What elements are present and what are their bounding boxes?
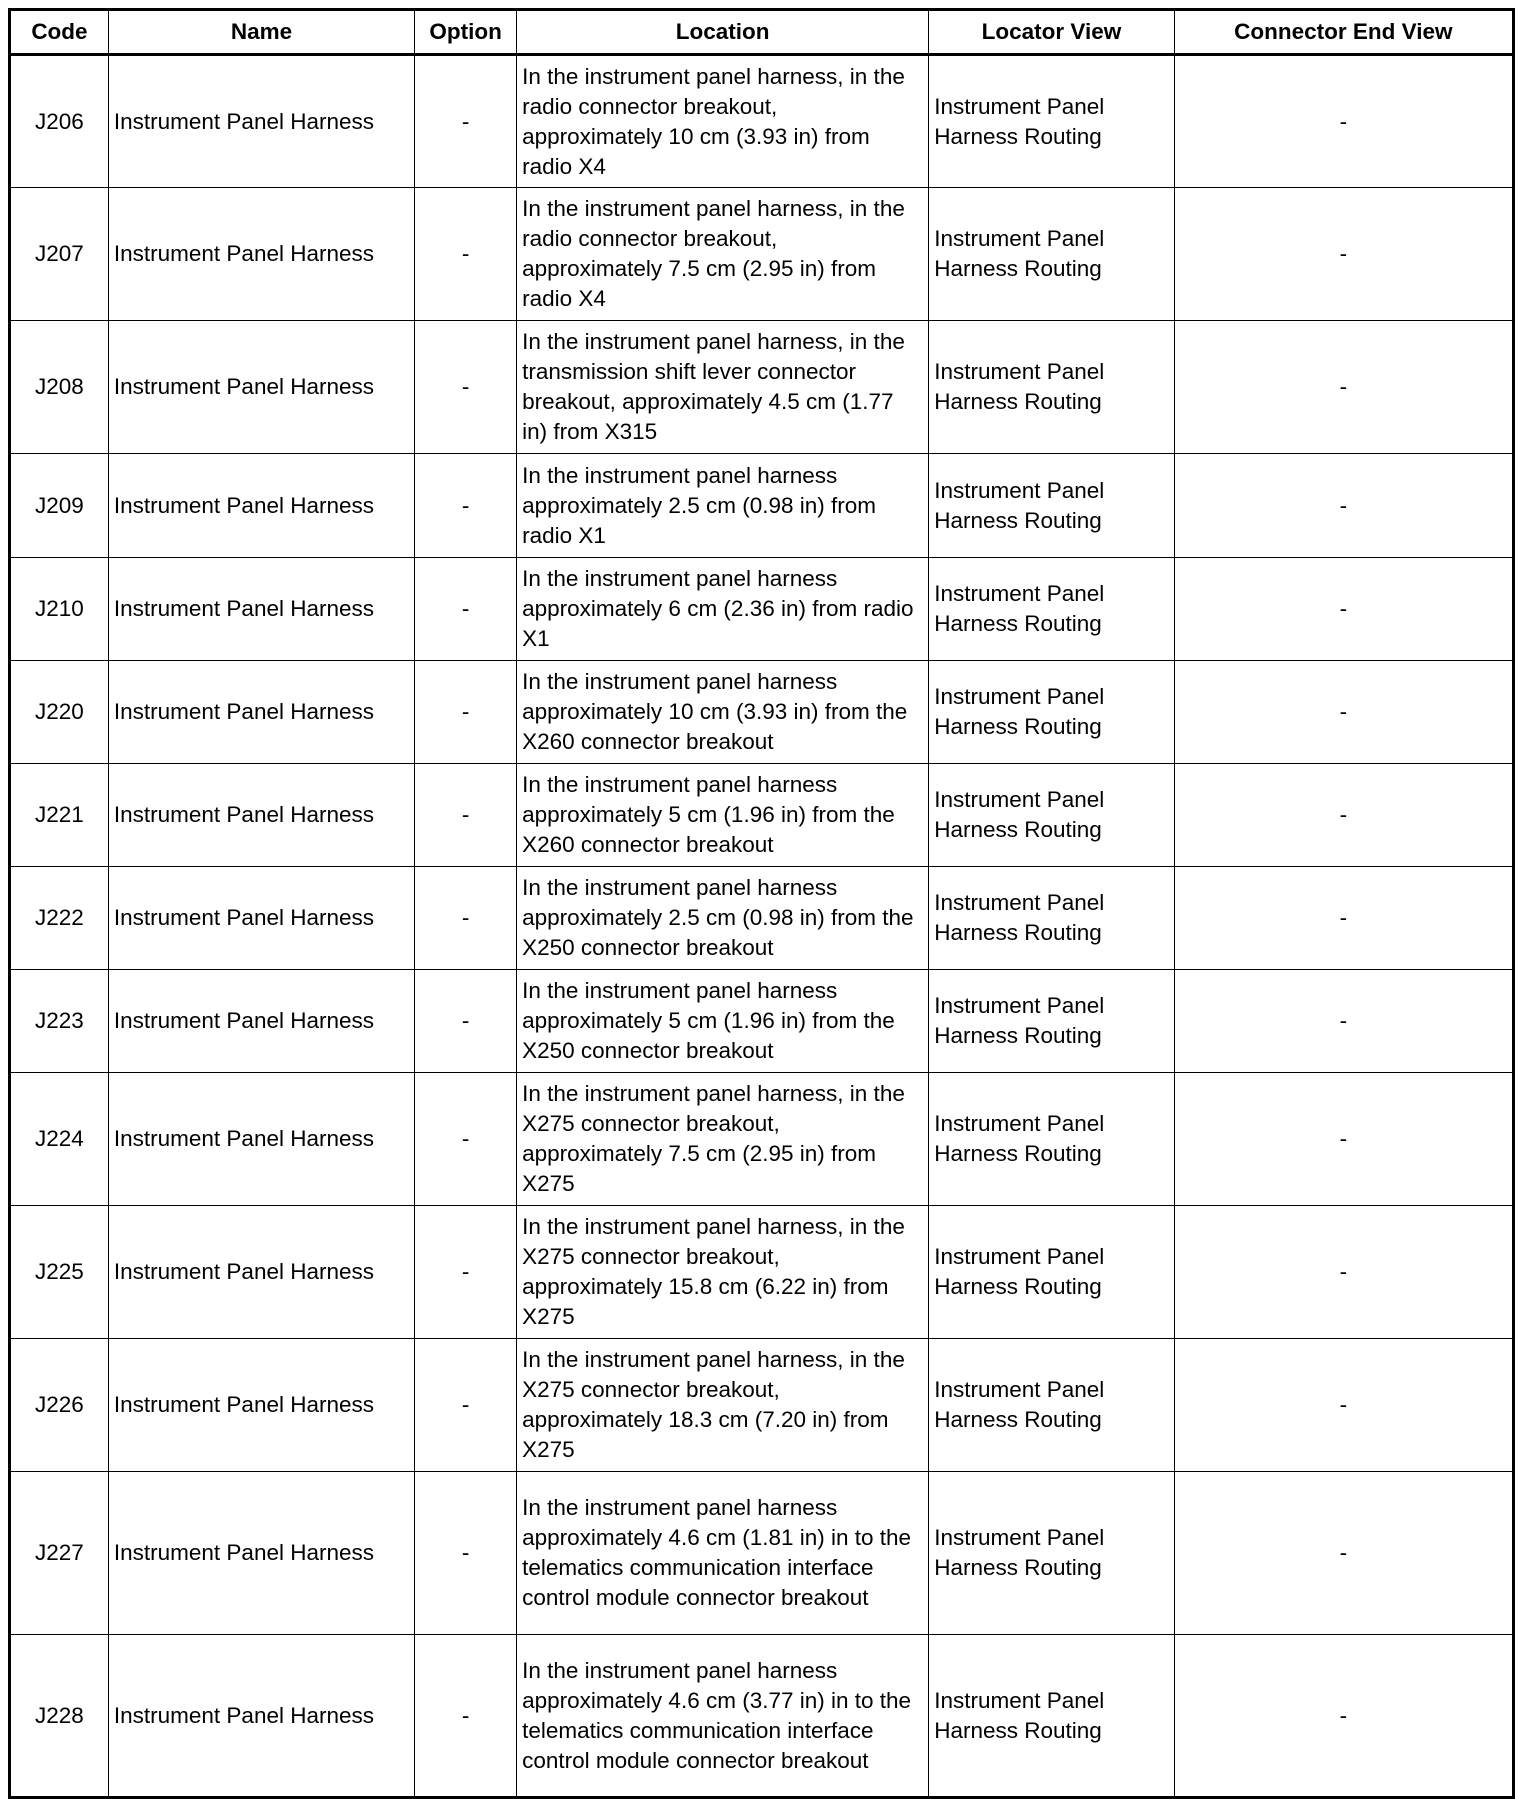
locator-view-cell: Instrument Panel Harness Routing [929,55,1175,188]
connector-end-view-cell: - [1174,867,1513,970]
code-cell: J221 [10,764,109,867]
option-cell: - [415,867,517,970]
locator-view-cell: Instrument Panel Harness Routing [929,1073,1175,1206]
table-row [10,321,1514,454]
table-row [10,1206,1514,1339]
connector-end-view-cell: - [1174,188,1513,321]
table-row [10,188,1514,321]
name-cell: Instrument Panel Harness [108,661,414,764]
connector-end-view-cell: - [1174,1206,1513,1339]
option-cell: - [415,1206,517,1339]
location-cell: In the instrument panel harness approximately 6 cm (2.36 in) from radio X1 [517,558,929,661]
code-cell: J222 [10,867,109,970]
header-option: Option [415,10,517,55]
option-cell: - [415,764,517,867]
location-cell: In the instrument panel harness, in the radio connector breakout, approximately 7.5 cm (2.95 in) from radio X4 [517,188,929,321]
connector-end-view-cell: - [1174,454,1513,558]
table-row [10,558,1514,661]
code-cell: J208 [10,321,109,454]
header-location: Location [517,10,929,55]
name-cell: Instrument Panel Harness [108,1206,414,1339]
locator-view-cell: Instrument Panel Harness Routing [929,970,1175,1073]
locator-view-cell: Instrument Panel Harness Routing [929,1339,1175,1472]
code-cell: J225 [10,1206,109,1339]
table-row [10,661,1514,764]
locator-view-cell: Instrument Panel Harness Routing [929,558,1175,661]
option-cell: - [415,1472,517,1635]
option-cell: - [415,661,517,764]
locator-view-cell: Instrument Panel Harness Routing [929,661,1175,764]
option-cell: - [415,558,517,661]
table-row [10,454,1514,558]
location-cell: In the instrument panel harness, in the radio connector breakout, approximately 10 cm (3.93 in) from radio X4 [517,55,929,188]
code-cell: J207 [10,188,109,321]
name-cell: Instrument Panel Harness [108,1339,414,1472]
option-cell: - [415,1073,517,1206]
option-cell: - [415,970,517,1073]
location-cell: In the instrument panel harness, in the transmission shift lever connector breakout, approximately 4.5 cm (1.77 in) from X315 [517,321,929,454]
name-cell: Instrument Panel Harness [108,454,414,558]
location-cell: In the instrument panel harness approximately 4.6 cm (3.77 in) in to the telematics communication interface control module connector breakout [517,1635,929,1798]
locator-view-cell: Instrument Panel Harness Routing [929,1472,1175,1635]
header-row [10,10,1514,55]
connector-end-view-cell: - [1174,558,1513,661]
location-cell: In the instrument panel harness approximately 5 cm (1.96 in) from the X250 connector breakout [517,970,929,1073]
connector-end-view-cell: - [1174,970,1513,1073]
location-cell: In the instrument panel harness, in the X275 connector breakout, approximately 15.8 cm (6.22 in) from X275 [517,1206,929,1339]
code-cell: J224 [10,1073,109,1206]
connector-end-view-cell: - [1174,1073,1513,1206]
location-cell: In the instrument panel harness approximately 4.6 cm (1.81 in) in to the telematics communication interface control module connector breakout [517,1472,929,1635]
location-cell: In the instrument panel harness approximately 10 cm (3.93 in) from the X260 connector breakout [517,661,929,764]
header-connector-end-view: Connector End View [1174,10,1513,55]
locator-view-cell: Instrument Panel Harness Routing [929,454,1175,558]
header-name: Name [108,10,414,55]
table-row [10,867,1514,970]
locator-view-cell: Instrument Panel Harness Routing [929,188,1175,321]
table-row [10,1472,1514,1635]
code-cell: J210 [10,558,109,661]
connector-end-view-cell: - [1174,321,1513,454]
code-cell: J228 [10,1635,109,1798]
code-cell: J223 [10,970,109,1073]
connector-end-view-cell: - [1174,764,1513,867]
locator-view-cell: Instrument Panel Harness Routing [929,867,1175,970]
option-cell: - [415,321,517,454]
inline-harness-connector-table [8,8,1515,1799]
connector-end-view-cell: - [1174,1339,1513,1472]
name-cell: Instrument Panel Harness [108,321,414,454]
header-locator-view: Locator View [929,10,1175,55]
locator-view-cell: Instrument Panel Harness Routing [929,1206,1175,1339]
locator-view-cell: Instrument Panel Harness Routing [929,1635,1175,1798]
option-cell: - [415,454,517,558]
connector-end-view-cell: - [1174,661,1513,764]
location-cell: In the instrument panel harness, in the X275 connector breakout, approximately 18.3 cm (7.20 in) from X275 [517,1339,929,1472]
location-cell: In the instrument panel harness approximately 5 cm (1.96 in) from the X260 connector breakout [517,764,929,867]
table-row [10,1339,1514,1472]
name-cell: Instrument Panel Harness [108,764,414,867]
name-cell: Instrument Panel Harness [108,1635,414,1798]
table-row [10,970,1514,1073]
location-cell: In the instrument panel harness, in the X275 connector breakout, approximately 7.5 cm (2.95 in) from X275 [517,1073,929,1206]
code-cell: J209 [10,454,109,558]
code-cell: J227 [10,1472,109,1635]
option-cell: - [415,55,517,188]
name-cell: Instrument Panel Harness [108,867,414,970]
name-cell: Instrument Panel Harness [108,1073,414,1206]
code-cell: J206 [10,55,109,188]
table-row [10,55,1514,188]
location-cell: In the instrument panel harness approximately 2.5 cm (0.98 in) from the X250 connector breakout [517,867,929,970]
code-cell: J226 [10,1339,109,1472]
name-cell: Instrument Panel Harness [108,1472,414,1635]
code-cell: J220 [10,661,109,764]
name-cell: Instrument Panel Harness [108,188,414,321]
table-row [10,1635,1514,1798]
table-row [10,764,1514,867]
connector-end-view-cell: - [1174,1635,1513,1798]
name-cell: Instrument Panel Harness [108,970,414,1073]
locator-view-cell: Instrument Panel Harness Routing [929,321,1175,454]
header-code: Code [10,10,109,55]
locator-view-cell: Instrument Panel Harness Routing [929,764,1175,867]
option-cell: - [415,1339,517,1472]
location-cell: In the instrument panel harness approximately 2.5 cm (0.98 in) from radio X1 [517,454,929,558]
name-cell: Instrument Panel Harness [108,55,414,188]
option-cell: - [415,1635,517,1798]
name-cell: Instrument Panel Harness [108,558,414,661]
connector-end-view-cell: - [1174,1472,1513,1635]
option-cell: - [415,188,517,321]
connector-end-view-cell: - [1174,55,1513,188]
table-row [10,1073,1514,1206]
